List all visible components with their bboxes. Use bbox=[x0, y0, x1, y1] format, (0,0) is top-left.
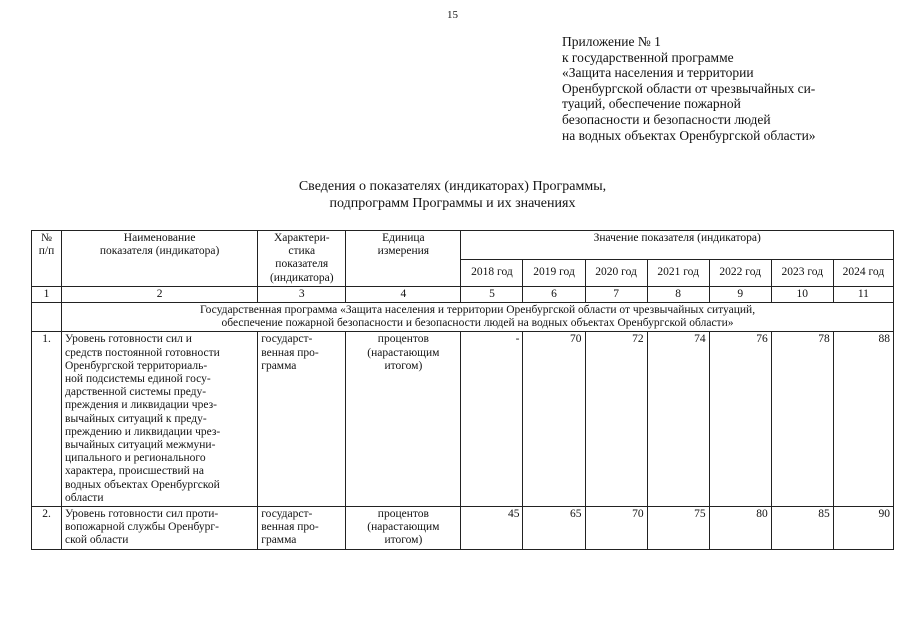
column-number: 10 bbox=[771, 286, 833, 302]
program-title: Государственная программа «Защита населения и территории Оренбургской области от чрезвычайных ситуаций, обеспечение пожарной безопасности и безопасности людей на водных объектах Оренбургской области» bbox=[62, 303, 894, 332]
row-value: 88 bbox=[833, 332, 893, 507]
table-row bbox=[32, 332, 894, 507]
document-title bbox=[0, 178, 905, 212]
column-number: 3 bbox=[258, 286, 346, 302]
column-number: 8 bbox=[647, 286, 709, 302]
appendix-line: на водных объектах Оренбургской области» bbox=[562, 127, 816, 143]
row-value: 70 bbox=[585, 507, 647, 550]
header-characteristic: Характери- стика показателя (индикатора) bbox=[258, 231, 346, 287]
table-row bbox=[32, 507, 894, 550]
header-num: № п/п bbox=[32, 231, 62, 287]
header-unit: Единица измерения bbox=[346, 231, 461, 287]
indicators-table bbox=[31, 230, 894, 550]
row-unit: процентов (нарастающим итогом) bbox=[346, 332, 461, 507]
header-year: 2024 год bbox=[833, 260, 893, 287]
program-row-spacer bbox=[32, 303, 62, 332]
row-num: 1. bbox=[32, 332, 62, 507]
column-number: 7 bbox=[585, 286, 647, 302]
row-value: - bbox=[461, 332, 523, 507]
row-characteristic: государст- венная про- грамма bbox=[258, 332, 346, 507]
header-name: Наименование показателя (индикатора) bbox=[62, 231, 258, 287]
appendix-line: к государственной программе bbox=[562, 49, 734, 65]
column-number: 5 bbox=[461, 286, 523, 302]
appendix-line: «Защита населения и территории bbox=[562, 65, 754, 81]
column-number: 9 bbox=[709, 286, 771, 302]
row-value: 80 bbox=[709, 507, 771, 550]
row-value: 85 bbox=[771, 507, 833, 550]
appendix-line: Оренбургской области от чрезвычайных си- bbox=[562, 80, 816, 96]
row-value: 72 bbox=[585, 332, 647, 507]
header-value-group: Значение показателя (индикатора) bbox=[461, 231, 894, 260]
column-numbers-row bbox=[32, 286, 894, 302]
column-number: 2 bbox=[62, 286, 258, 302]
row-indicator-name: Уровень готовности сил проти- вопожарной службы Оренбург- ской области bbox=[62, 507, 258, 550]
row-value: 70 bbox=[523, 332, 585, 507]
row-value: 45 bbox=[461, 507, 523, 550]
header-year: 2023 год bbox=[771, 260, 833, 287]
program-row bbox=[32, 303, 894, 332]
row-value: 74 bbox=[647, 332, 709, 507]
title-line-2: подпрограмм Программы и их значениях bbox=[329, 196, 576, 211]
header-year: 2019 год bbox=[523, 260, 585, 287]
row-characteristic: государст- венная про- грамма bbox=[258, 507, 346, 550]
row-value: 76 bbox=[709, 332, 771, 507]
row-indicator-name: Уровень готовности сил и средств постоянной готовности Оренбургской территориаль- ной подсистемы единой госу- дарственной системы преду- преждения и ликвидации чрез- вычайных ситуаций к преду- преждению и ликвидации чрез- вычайных ситуаций межмуни- ципального и регионального характера, происшествий на водных объектах Оренбургской области bbox=[62, 332, 258, 507]
column-number: 1 bbox=[32, 286, 62, 302]
row-unit: процентов (нарастающим итогом) bbox=[346, 507, 461, 550]
column-number: 11 bbox=[833, 286, 893, 302]
appendix-block bbox=[562, 34, 816, 143]
row-value: 78 bbox=[771, 332, 833, 507]
title-line-1: Сведения о показателях (индикаторах) Программы, bbox=[298, 179, 607, 194]
column-number: 4 bbox=[346, 286, 461, 302]
page-number: 15 bbox=[447, 9, 458, 21]
row-num: 2. bbox=[32, 507, 62, 550]
appendix-line: Приложение № 1 bbox=[562, 34, 661, 49]
row-value: 90 bbox=[833, 507, 893, 550]
header-year: 2022 год bbox=[709, 260, 771, 287]
column-number: 6 bbox=[523, 286, 585, 302]
row-value: 75 bbox=[647, 507, 709, 550]
header-row bbox=[32, 231, 894, 260]
header-year: 2018 год bbox=[461, 260, 523, 287]
header-year: 2021 год bbox=[647, 260, 709, 287]
appendix-line: туаций, обеспечение пожарной bbox=[562, 96, 741, 112]
appendix-line: безопасности и безопасности людей bbox=[562, 111, 771, 127]
header-year: 2020 год bbox=[585, 260, 647, 287]
row-value: 65 bbox=[523, 507, 585, 550]
